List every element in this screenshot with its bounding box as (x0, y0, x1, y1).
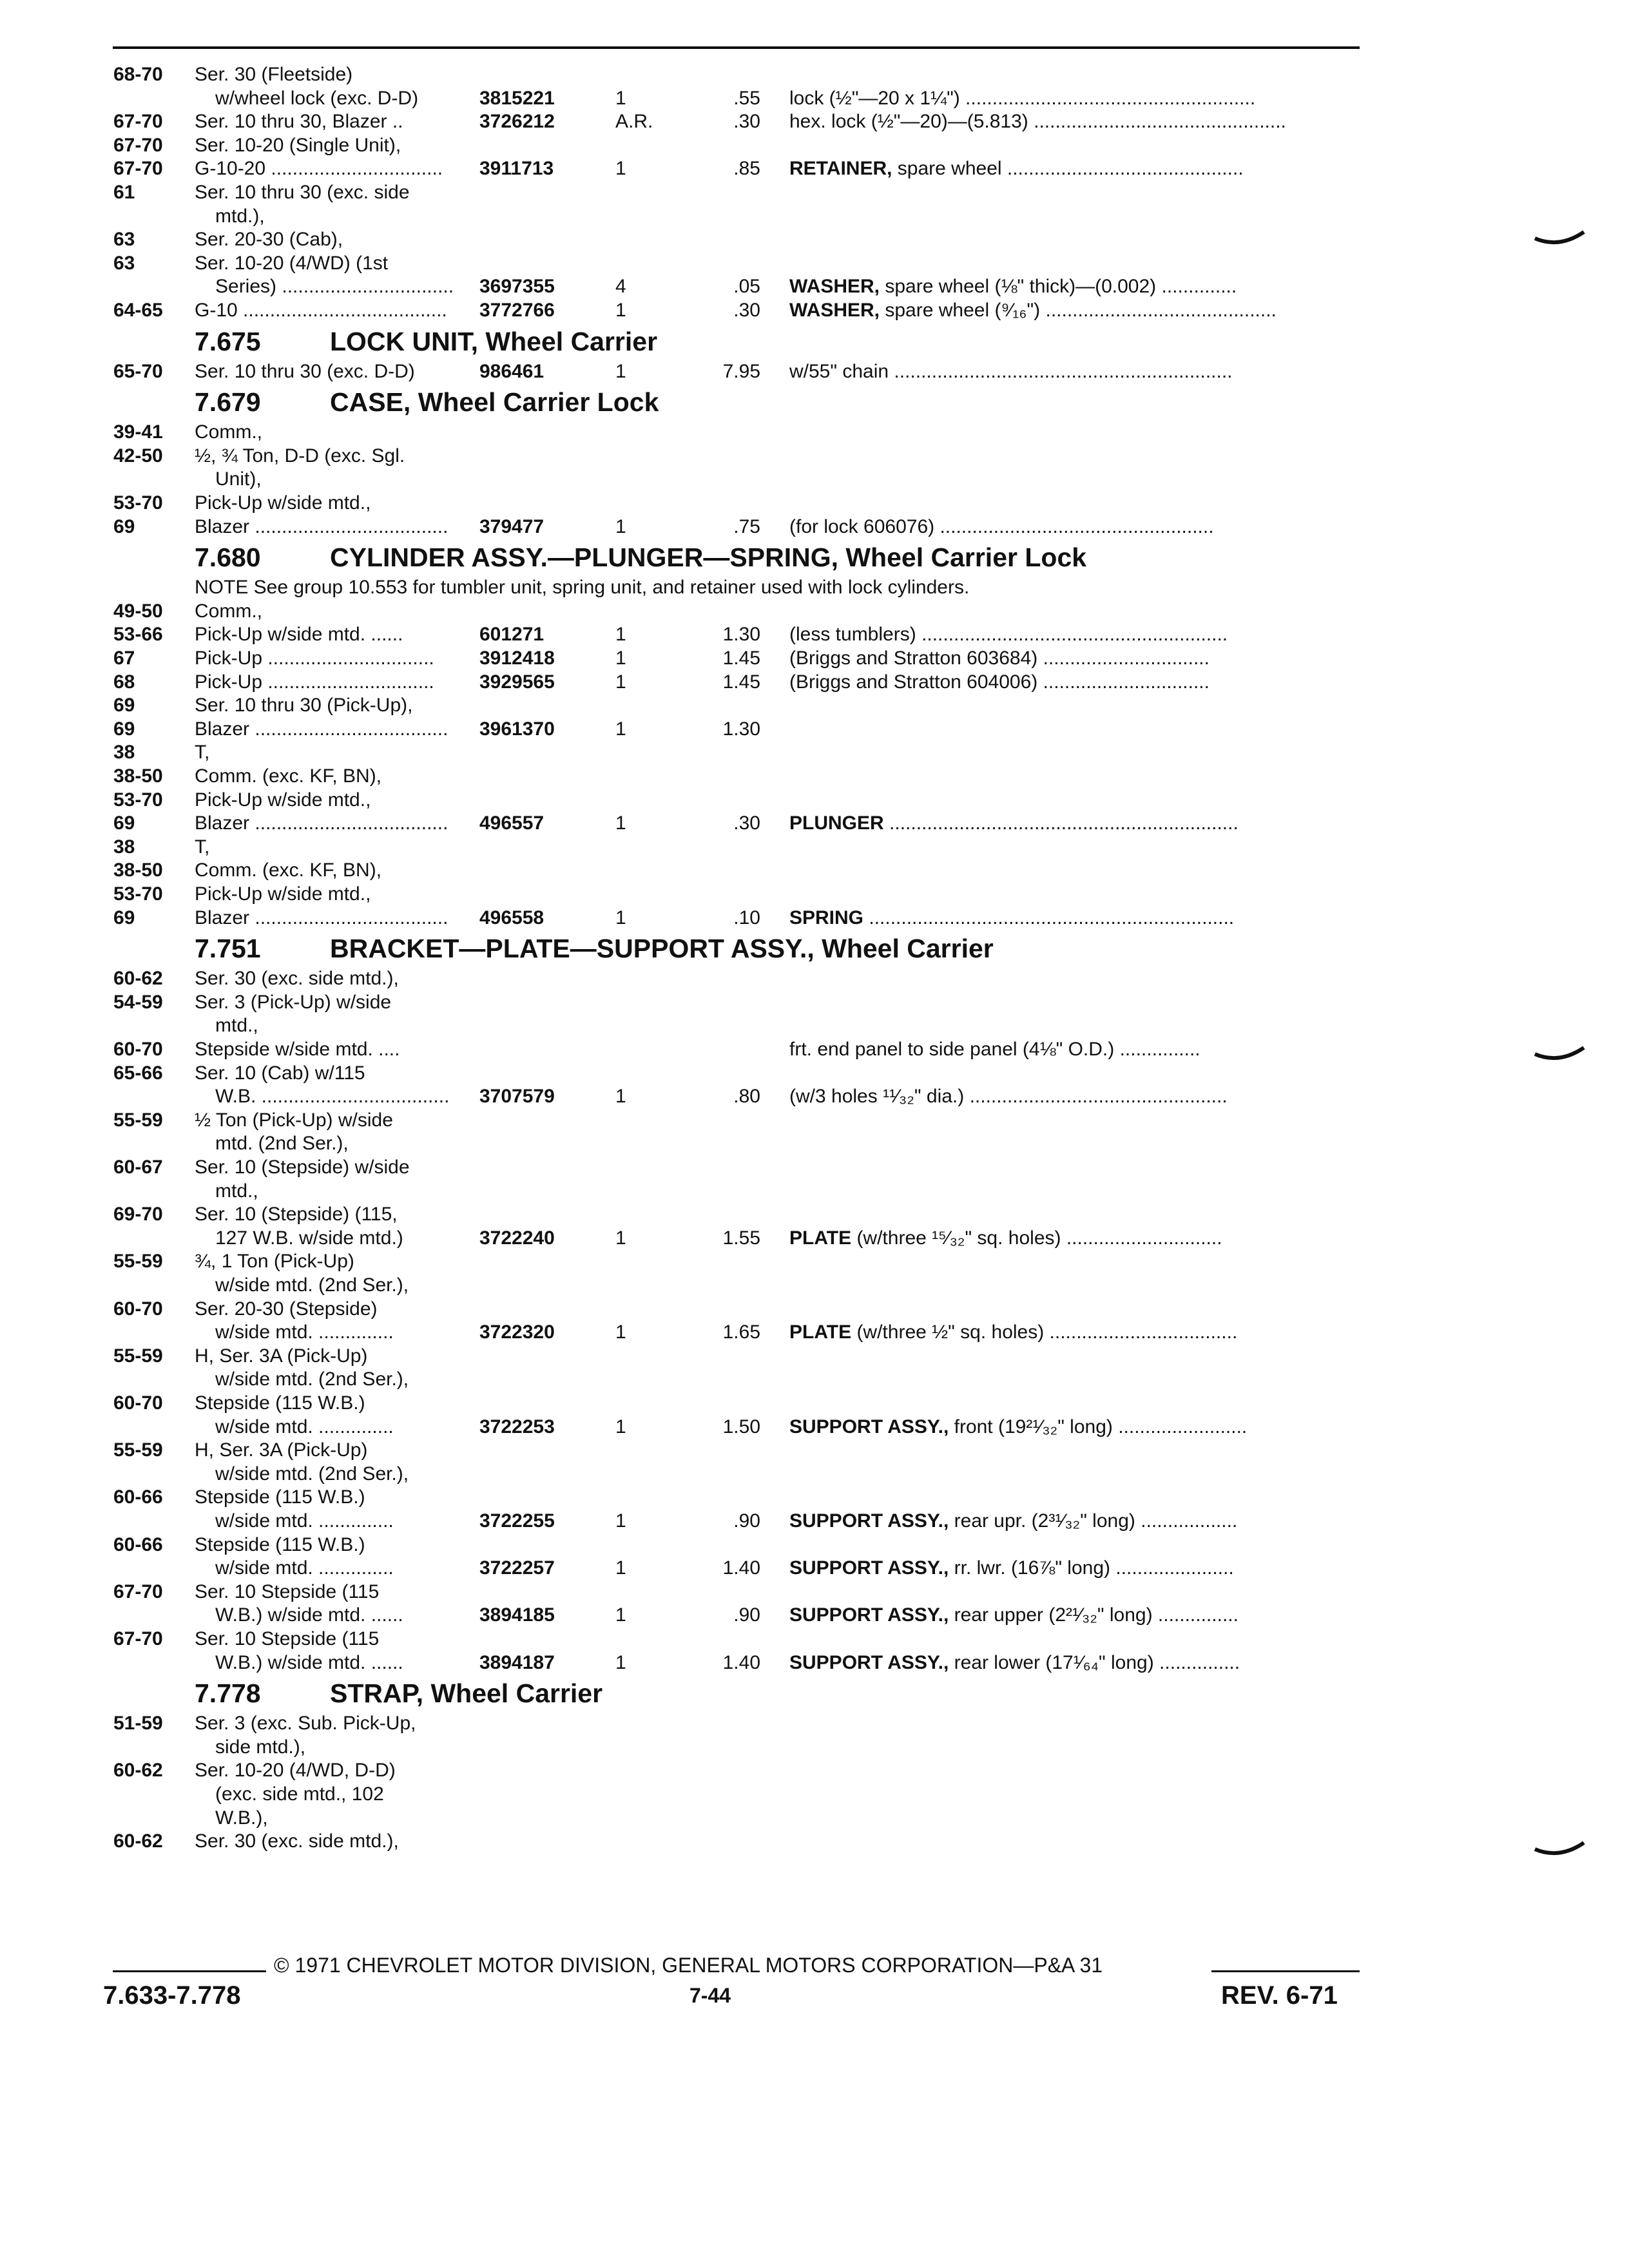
model-application: 127 W.B. w/side mtd.) (215, 1227, 403, 1249)
quantity: 1 (615, 158, 626, 180)
model-application: Stepside w/side mtd. .... (195, 1039, 400, 1060)
model-application: W.B. ................................... (215, 1086, 450, 1108)
model-year: 54-59 (113, 991, 163, 1013)
part-description: WASHER, spare wheel (⁹⁄₁₆") ........................................... (789, 300, 1277, 321)
model-application: Ser. 20-30 (Stepside) (195, 1298, 378, 1320)
model-year: 67-70 (113, 134, 163, 156)
group-title: LOCK UNIT, Wheel Carrier (330, 326, 658, 356)
model-year: 68 (113, 671, 135, 693)
table-row (0, 694, 1629, 717)
revision-label: REV. 6-71 (1221, 1981, 1338, 2010)
model-application: Comm. (exc. KF, BN), (195, 765, 382, 787)
part-description: (Briggs and Stratton 604006) ............................... (789, 671, 1210, 693)
model-year: 60-70 (113, 1039, 163, 1060)
model-application: Series) ................................ (215, 276, 454, 298)
model-application: Ser. 10 thru 30 (Pick-Up), (195, 695, 413, 716)
list-price: 1.45 (722, 648, 760, 669)
quantity: 1 (615, 87, 626, 109)
list-price: 1.40 (722, 1557, 760, 1579)
table-row (0, 1557, 1629, 1580)
list-price: .30 (733, 812, 760, 834)
table-row (0, 1712, 1629, 1735)
list-price: 7.95 (722, 360, 760, 382)
table-row (0, 1416, 1629, 1439)
part-description: SPRING .................................................................... (789, 907, 1235, 928)
model-year: 60-66 (113, 1486, 163, 1508)
model-application: G-10 ...................................... (195, 300, 447, 321)
table-row (0, 1439, 1629, 1462)
quantity: 1 (615, 648, 626, 669)
model-application: W.B.) w/side mtd. ...... (215, 1604, 403, 1626)
part-description: frt. end panel to side panel (4⅛" O.D.) ............... (789, 1039, 1200, 1060)
model-application: G-10-20 ................................ (195, 158, 443, 180)
model-year: 55-59 (113, 1109, 163, 1131)
table-row (0, 157, 1629, 180)
model-year: 60-62 (113, 1760, 163, 1782)
table-row (0, 1651, 1629, 1675)
table-row (0, 600, 1629, 623)
part-number: 3772766 (479, 300, 555, 321)
group-heading (195, 1677, 602, 1709)
part-number: 3697355 (479, 276, 555, 298)
table-row (0, 1392, 1629, 1415)
part-description: PLATE (w/three ¹⁵⁄₃₂" sq. holes) ............................. (789, 1227, 1222, 1249)
part-description: WASHER, spare wheel (⅛" thick)—(0.002) .............. (789, 276, 1237, 298)
model-application: w/side mtd. (2nd Ser.), (215, 1463, 409, 1485)
table-row (0, 492, 1629, 515)
model-application: w/side mtd. .............. (215, 1510, 394, 1532)
model-application: w/side mtd. .............. (215, 1557, 394, 1579)
table-row (0, 1345, 1629, 1368)
model-year: 49-50 (113, 600, 163, 622)
model-application: mtd.), (215, 205, 265, 227)
model-application: Ser. 30 (exc. side mtd.), (195, 968, 399, 990)
quantity: 1 (615, 1510, 626, 1532)
table-row (0, 1830, 1629, 1853)
table-row (0, 907, 1629, 930)
group-heading (195, 541, 1086, 573)
model-application: Ser. 30 (Fleetside) (195, 64, 353, 85)
model-year: 60-70 (113, 1392, 163, 1414)
table-row (0, 421, 1629, 444)
quantity: 1 (615, 1416, 626, 1437)
group-number: 7.680 (195, 543, 261, 573)
part-number: 3894187 (479, 1651, 555, 1673)
table-row (0, 205, 1629, 228)
quantity: 1 (615, 515, 626, 537)
list-price: 1.50 (722, 1416, 760, 1437)
model-application: Ser. 10 (Stepside) (115, (195, 1204, 398, 1225)
part-number: 379477 (479, 515, 545, 537)
table-row (0, 228, 1629, 251)
part-description: SUPPORT ASSY., rr. lwr. (16⅞" long) ...................... (789, 1557, 1234, 1579)
model-year: 55-59 (113, 1345, 163, 1367)
copyright-text: © 1971 CHEVROLET MOTOR DIVISION, GENERAL MOTORS CORPORATION—P&A 31 (274, 1954, 1103, 1977)
table-row (0, 1321, 1629, 1344)
part-description: lock (½"—20 x 1¼") ...................................................... (789, 87, 1256, 109)
list-price: .90 (733, 1604, 760, 1626)
group-number: 7.778 (195, 1678, 261, 1709)
group-range: 7.633-7.778 (103, 1981, 241, 2010)
margin-tick-mark (1534, 1043, 1585, 1068)
list-price: 1.55 (722, 1227, 760, 1249)
part-number: 986461 (479, 360, 545, 382)
model-year: 38-50 (113, 860, 163, 881)
part-description: hex. lock (½"—20)—(5.813) ............................................... (789, 111, 1286, 133)
quantity: 1 (615, 300, 626, 321)
quantity: 1 (615, 1651, 626, 1673)
quantity: 1 (615, 907, 626, 928)
part-number: 3722320 (479, 1321, 555, 1343)
table-row (0, 991, 1629, 1014)
table-row (0, 1203, 1629, 1226)
table-row (0, 765, 1629, 788)
model-year: 38 (113, 742, 135, 764)
model-application: w/side mtd. .............. (215, 1416, 394, 1437)
table-row (0, 1604, 1629, 1627)
model-year: 42-50 (113, 445, 163, 466)
model-year: 61 (113, 182, 135, 203)
model-application: Blazer .................................... (195, 718, 448, 740)
footer-rule-left (113, 1970, 266, 1972)
model-application: T, (195, 836, 210, 858)
part-description: SUPPORT ASSY., front (19²¹⁄₃₂" long) ........................ (789, 1416, 1248, 1437)
table-row (0, 1062, 1629, 1085)
part-number: 3911713 (479, 158, 554, 180)
part-number: 3722255 (479, 1510, 555, 1532)
model-year: 60-62 (113, 968, 163, 990)
model-year: 67-70 (113, 1628, 163, 1649)
quantity: 1 (615, 1086, 626, 1108)
table-row (0, 468, 1629, 491)
model-application: Comm., (195, 421, 262, 443)
table-row (0, 299, 1629, 322)
table-row (0, 1038, 1629, 1061)
model-application: Stepside (115 W.B.) (195, 1533, 365, 1555)
table-row (0, 1368, 1629, 1391)
model-application: Comm. (exc. KF, BN), (195, 860, 382, 881)
model-application: Ser. 10 (Stepside) w/side (195, 1157, 410, 1178)
table-row (0, 1298, 1629, 1321)
list-price: 1.45 (722, 671, 760, 693)
model-year: 53-66 (113, 624, 163, 646)
model-year: 51-59 (113, 1713, 163, 1735)
model-application: Ser. 3 (Pick-Up) w/side (195, 991, 392, 1013)
part-description: SUPPORT ASSY., rear upper (2²¹⁄₃₂" long) ............... (789, 1604, 1239, 1626)
part-number: 3707579 (479, 1086, 555, 1108)
part-description: SUPPORT ASSY., rear upr. (2³¹⁄₃₂" long) .................. (789, 1510, 1238, 1532)
model-year: 69 (113, 907, 135, 928)
table-row (0, 1274, 1629, 1297)
table-row (0, 252, 1629, 275)
group-title: STRAP, Wheel Carrier (330, 1678, 603, 1709)
model-application: Pick-Up w/side mtd. ...... (195, 624, 403, 646)
part-description: (w/3 holes ¹¹⁄₃₂" dia.) ................................................ (789, 1086, 1228, 1108)
list-price: .10 (733, 907, 760, 928)
quantity: 1 (615, 624, 626, 646)
model-application: w/side mtd. (2nd Ser.), (215, 1274, 409, 1296)
group-note: NOTE See group 10.553 for tumbler unit, spring unit, and retainer used with lock cylinders. (195, 577, 970, 599)
table-row (0, 1132, 1629, 1155)
table-row (0, 1486, 1629, 1509)
model-year: 53-70 (113, 492, 163, 514)
table-row (0, 859, 1629, 882)
part-number: 601271 (479, 624, 545, 646)
model-application: w/wheel lock (exc. D-D) (215, 87, 419, 109)
list-price: .90 (733, 1510, 760, 1532)
quantity: 1 (615, 1321, 626, 1343)
table-row (0, 1533, 1629, 1557)
list-price: 1.40 (722, 1651, 760, 1673)
model-year: 67-70 (113, 111, 163, 133)
part-description: PLUNGER ................................................................. (789, 812, 1239, 834)
table-row (0, 718, 1629, 741)
group-heading (195, 325, 657, 358)
list-price: 1.30 (722, 624, 760, 646)
table-row (0, 1227, 1629, 1250)
part-description: PLATE (w/three ½" sq. holes) ................................... (789, 1321, 1238, 1343)
model-year: 39-41 (113, 421, 163, 443)
table-row (0, 1156, 1629, 1179)
part-description: (for lock 606076) ................................................... (789, 515, 1214, 537)
model-year: 60-66 (113, 1533, 163, 1555)
model-application: W.B.), (215, 1807, 268, 1829)
table-row (0, 515, 1629, 539)
table-row (0, 741, 1629, 764)
model-application: Pick-Up ............................... (195, 648, 434, 669)
model-application: mtd. (2nd Ser.), (215, 1133, 349, 1155)
footer-copyright-line (113, 1952, 1360, 1978)
part-description: (Briggs and Stratton 603684) ............................... (789, 648, 1210, 669)
part-number: 3929565 (479, 671, 555, 693)
model-year: 53-70 (113, 883, 163, 905)
part-description: w/55" chain ............................................................... (789, 360, 1233, 382)
list-price: .05 (733, 276, 760, 298)
model-year: 69 (113, 515, 135, 537)
quantity: 1 (615, 1604, 626, 1626)
table-row (0, 1628, 1629, 1651)
footer-rule-right (1211, 1970, 1360, 1972)
table-row (0, 1736, 1629, 1759)
part-description: (less tumblers) ......................................................... (789, 624, 1228, 646)
table-row (0, 1510, 1629, 1533)
margin-tick-mark (1534, 227, 1585, 253)
table-row (0, 445, 1629, 468)
group-heading (195, 386, 659, 418)
model-year: 63 (113, 252, 135, 274)
group-title: CYLINDER ASSY.—PLUNGER—SPRING, Wheel Carrier Lock (330, 543, 1087, 573)
model-year: 64-65 (113, 300, 163, 321)
model-application: Ser. 10-20 (4/WD, D-D) (195, 1760, 396, 1782)
model-year: 53-70 (113, 789, 163, 811)
table-row (0, 110, 1629, 133)
model-year: 67-70 (113, 1581, 163, 1602)
part-number: 3726212 (479, 111, 555, 133)
model-application: Ser. 10-20 (Single Unit), (195, 134, 401, 156)
page-number: 7-44 (689, 1984, 731, 2007)
model-year: 60-67 (113, 1157, 163, 1178)
part-number: 3815221 (479, 87, 555, 109)
model-application: Ser. 3 (exc. Sub. Pick-Up, (195, 1713, 416, 1735)
table-row (0, 812, 1629, 835)
table-row (0, 671, 1629, 694)
list-price: 1.65 (722, 1321, 760, 1343)
model-application: Ser. 10 thru 30 (exc. side (195, 182, 410, 203)
list-price: .55 (733, 87, 760, 109)
model-year: 68-70 (113, 64, 163, 85)
model-year: 65-70 (113, 360, 163, 382)
quantity: 1 (615, 671, 626, 693)
part-description: SUPPORT ASSY., rear lower (17¹⁄₆₄" long) ............... (789, 1651, 1240, 1673)
model-year: 55-59 (113, 1251, 163, 1273)
part-number: 3894185 (479, 1604, 555, 1626)
model-application: ¾, 1 Ton (Pick-Up) (195, 1251, 354, 1273)
quantity: 1 (615, 1557, 626, 1579)
model-application: Pick-Up w/side mtd., (195, 883, 371, 905)
model-year: 55-59 (113, 1439, 163, 1461)
quantity: 1 (615, 360, 626, 382)
model-application: side mtd.), (215, 1736, 306, 1758)
group-title: CASE, Wheel Carrier Lock (330, 387, 659, 418)
model-application: Unit), (215, 468, 262, 490)
model-application: Ser. 10-20 (4/WD) (1st (195, 252, 389, 274)
model-year: 67 (113, 648, 135, 669)
table-row (0, 789, 1629, 812)
part-number: 496558 (479, 907, 545, 928)
table-row (0, 134, 1629, 157)
model-year: 38 (113, 836, 135, 858)
table-row (0, 1250, 1629, 1273)
model-year: 63 (113, 229, 135, 251)
model-application: Pick-Up w/side mtd., (195, 789, 371, 811)
table-row (0, 967, 1629, 990)
model-application: Blazer .................................... (195, 907, 448, 928)
table-row (0, 87, 1629, 110)
model-application: Ser. 10 thru 30 (exc. D-D) (195, 360, 415, 382)
part-number: 496557 (479, 812, 545, 834)
model-application: mtd., (215, 1180, 258, 1202)
model-application: W.B.) w/side mtd. ...... (215, 1651, 403, 1673)
group-number: 7.679 (195, 387, 261, 418)
table-row (0, 1581, 1629, 1604)
top-rule (113, 46, 1360, 49)
model-application: Ser. 10 Stepside (115 (195, 1628, 380, 1649)
model-application: mtd., (215, 1015, 258, 1037)
model-year: 60-70 (113, 1298, 163, 1320)
model-application: T, (195, 742, 210, 764)
model-application: w/side mtd. (2nd Ser.), (215, 1369, 409, 1390)
model-application: Ser. 10 (Cab) w/115 (195, 1062, 365, 1084)
group-heading (195, 932, 994, 965)
margin-tick-mark (1534, 1838, 1585, 1863)
table-row (0, 360, 1629, 383)
model-application: ½, ¾ Ton, D-D (exc. Sgl. (195, 445, 405, 466)
model-year: 67-70 (113, 158, 163, 180)
model-year: 65-66 (113, 1062, 163, 1084)
model-year: 69 (113, 695, 135, 716)
table-row (0, 1807, 1629, 1830)
model-application: Ser. 10 Stepside (115 (195, 1581, 380, 1602)
table-row (0, 1180, 1629, 1203)
table-row (0, 275, 1629, 298)
model-year: 38-50 (113, 765, 163, 787)
table-row (0, 836, 1629, 859)
quantity: 4 (615, 276, 626, 298)
list-price: .80 (733, 1086, 760, 1108)
model-application: H, Ser. 3A (Pick-Up) (195, 1345, 368, 1367)
table-row (0, 623, 1629, 646)
table-row (0, 63, 1629, 86)
group-title: BRACKET—PLATE—SUPPORT ASSY., Wheel Carrier (330, 934, 994, 964)
model-application: Blazer .................................... (195, 812, 448, 834)
table-row (0, 1463, 1629, 1486)
part-number: 3961370 (479, 718, 555, 740)
list-price: .30 (733, 111, 760, 133)
model-application: Pick-Up ............................... (195, 671, 434, 693)
table-row (0, 1759, 1629, 1782)
part-number: 3912418 (479, 648, 555, 669)
part-number: 3722253 (479, 1416, 555, 1437)
part-description: RETAINER, spare wheel ............................................ (789, 158, 1244, 180)
model-application: (exc. side mtd., 102 (215, 1783, 384, 1805)
table-row (0, 647, 1629, 670)
model-year: 69-70 (113, 1204, 163, 1225)
model-application: Ser. 20-30 (Cab), (195, 229, 343, 251)
model-application: w/side mtd. .............. (215, 1321, 394, 1343)
model-application: Comm., (195, 600, 262, 622)
table-row (0, 1014, 1629, 1037)
group-number: 7.751 (195, 934, 261, 964)
model-application: Stepside (115 W.B.) (195, 1486, 365, 1508)
table-row (0, 1085, 1629, 1108)
quantity: A.R. (615, 111, 653, 133)
quantity: 1 (615, 718, 626, 740)
model-application: Stepside (115 W.B.) (195, 1392, 365, 1414)
model-application: ½ Ton (Pick-Up) w/side (195, 1109, 393, 1131)
part-number: 3722240 (479, 1227, 555, 1249)
model-application: Blazer .................................... (195, 515, 448, 537)
model-year: 69 (113, 812, 135, 834)
model-application: Ser. 10 thru 30, Blazer .. (195, 111, 403, 133)
list-price: .30 (733, 300, 760, 321)
table-row (0, 181, 1629, 204)
model-year: 60-62 (113, 1831, 163, 1852)
group-number: 7.675 (195, 326, 261, 356)
model-application: H, Ser. 3A (Pick-Up) (195, 1439, 368, 1461)
quantity: 1 (615, 1227, 626, 1249)
quantity: 1 (615, 812, 626, 834)
table-row (0, 1783, 1629, 1806)
list-price: .75 (733, 515, 760, 537)
part-number: 3722257 (479, 1557, 555, 1579)
table-row (0, 883, 1629, 906)
list-price: .85 (733, 158, 760, 180)
model-application: Pick-Up w/side mtd., (195, 492, 371, 514)
model-year: 69 (113, 718, 135, 740)
table-row (0, 1109, 1629, 1132)
model-application: Ser. 30 (exc. side mtd.), (195, 1831, 399, 1852)
list-price: 1.30 (722, 718, 760, 740)
